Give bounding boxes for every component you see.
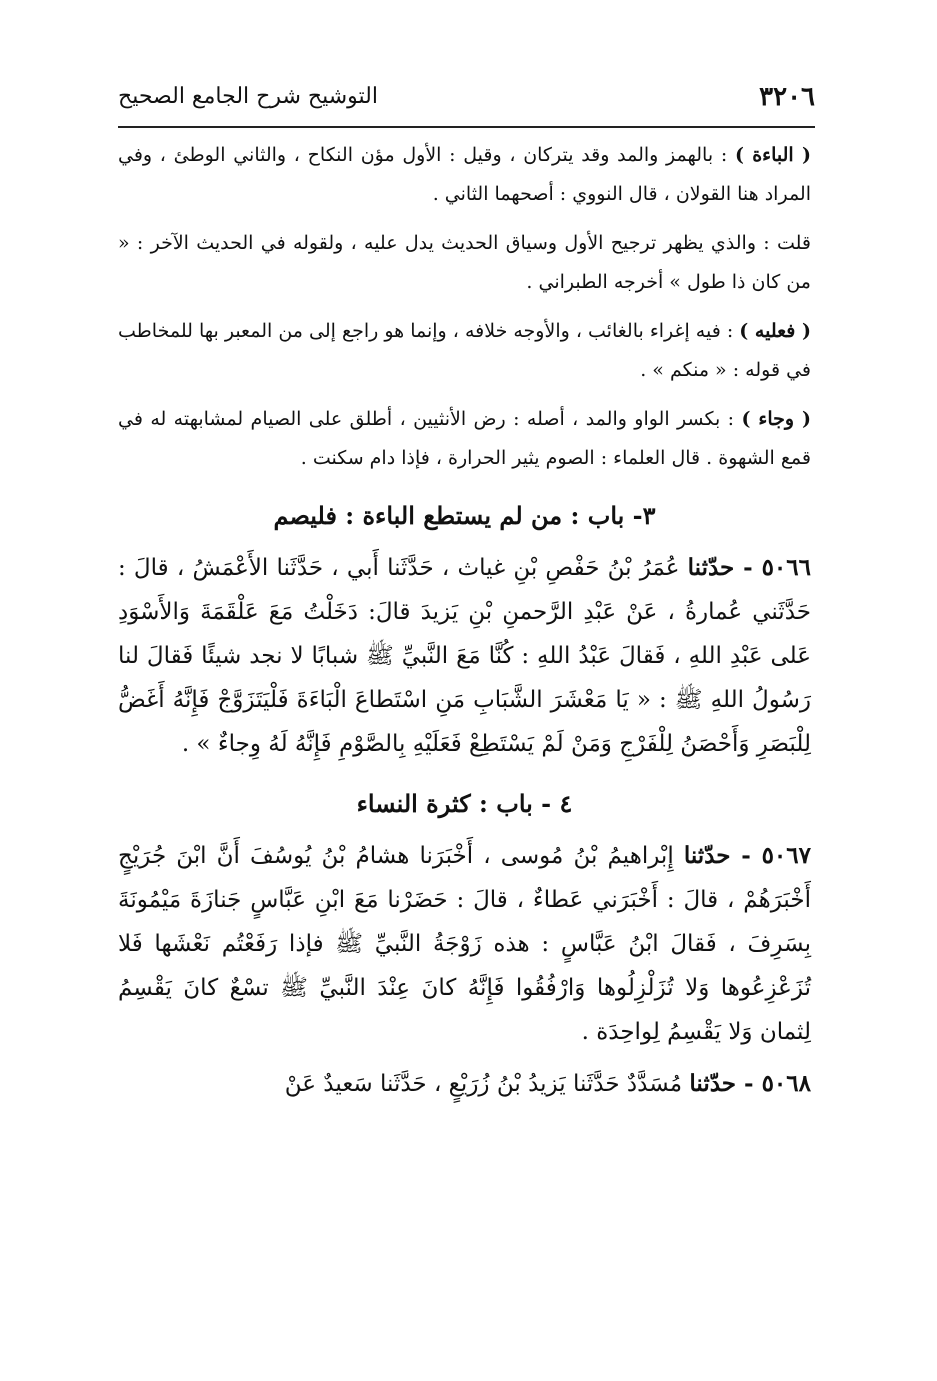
running-header	[118, 78, 815, 118]
hadith-text: إِبْراهيمُ بْنُ مُوسى ، أَخْبَرَنا هشامُ بْنُ يُوسُفَ أَنَّ ابْنَ جُرَيْجٍ أَخْبَرَهُمْ ، قالَ : أَخْبَرَني عَطاءٌ ، قالَ : حَضَرْنا مَعَ ابْنِ عَبَّاسٍ جَنازَةَ مَيْمُونَةَ بِسَرِفَ ، فَقالَ ابْنُ عَبَّاسٍ : هذه زَوْجَةُ النَّبيِّ ﷺ فإذا رَفَعْتُم نَعْشَها فَلا تُزَعْزِعُوها وَلا تُزَلْزِلُوها وَارْفُقُوا فَإِنَّهُ كانَ عِنْدَ النَّبيِّ ﷺ تسْعٌ كانَ يَقْسِمُ لِثمان وَلا يَقْسِمُ لِواحِدَة .	[118, 843, 811, 1045]
chapter-heading: ٤ - باب : كثرة النساء	[356, 789, 573, 818]
commentary-text: : بالهمز والمد وقد يتركان ، وقيل : الأول مؤن النكاح ، والثاني الوطئ ، وفي المراد هنا القولان ، قال النووي : أصحهما الثاني .	[118, 144, 811, 205]
hadith-paragraph	[118, 834, 811, 1054]
commentary-paragraph	[118, 312, 811, 390]
hadith-text: مُسَدَّدٌ حَدَّثَنا يَزيدُ بْنُ زُرَيْعٍ ، حَدَّثَنا سَعيدٌ عَنْ	[284, 1071, 690, 1097]
page-number: ٣٢٠٦	[759, 82, 815, 112]
chapter-heading: ٣- باب : من لم يستطع الباءة : فليصم	[273, 501, 656, 530]
book-title: التوشيح شرح الجامع الصحيح	[118, 84, 378, 109]
hadith-number: ٥٠٦٨ - حدّثنا	[689, 1070, 811, 1097]
commentary-paragraph	[118, 400, 811, 478]
commentary-term: ( فعليه )	[739, 320, 811, 342]
hadith-number: ٥٠٦٧ - حدّثنا	[683, 842, 811, 869]
hadith-text: عُمَرُ بْنُ حَفْصِ بْنِ غياث ، حَدَّثَنا أَبي ، حَدَّثَنا الأَعْمَشُ ، قالَ : حَدَّثَني عُمارةُ ، عَنْ عَبْدِ الرَّحمنِ بْنِ يَزيدَ قالَ: دَخَلْتُ مَعَ عَلْقَمَةَ وَالأَسْوَدِ عَلى عَبْدِ اللهِ ، فَقالَ عَبْدُ اللهِ : كُنَّا مَعَ النَّبيِّ ﷺ شبابًا لا نجد شيئًا فَقالَ لنا رَسُولُ اللهِ ﷺ : « يَا مَعْشَرَ الشَّبَابِ مَنِ اسْتَطاعَ الْبَاءَةَ فَلْيَتَزَوَّجْ فَإِنَّهُ أَغَضُّ لِلْبَصَرِ وَأَحْصَنُ لِلْفَرْجِ وَمَنْ لَمْ يَسْتَطِعْ فَعَلَيْهِ بِالصَّوْمِ فَإِنَّهُ لَهُ وِجاءٌ » .	[118, 555, 811, 757]
commentary-text: : فيه إغراء بالغائب ، والأوجه خلافه ، وإنما هو راجع إلى من المعبر بها للمخاطب في قوله : « منكم » .	[118, 320, 811, 381]
page-body	[118, 136, 811, 1114]
header-rule	[118, 126, 815, 128]
commentary-term: ( الباءة )	[734, 144, 811, 166]
commentary-text: : بكسر الواو والمد ، أصله : رض الأنثيين ، أطلق على الصيام لمشابهته له في قمع الشهوة . قال العلماء : الصوم يثير الحرارة ، فإذا دام سكنت .	[118, 408, 811, 469]
commentary-paragraph	[118, 136, 811, 214]
commentary-paragraph	[118, 224, 811, 302]
hadith-paragraph	[118, 546, 811, 766]
commentary-term: ( وجاء )	[741, 408, 811, 430]
commentary-text: قلت : والذي يظهر ترجيح الأول وسياق الحديث يدل عليه ، ولقوله في الحديث الآخر : « من كان ذا طول » أخرجه الطبراني .	[118, 232, 811, 293]
hadith-paragraph	[118, 1062, 811, 1106]
hadith-number: ٥٠٦٦ - حدّثنا	[687, 554, 811, 581]
